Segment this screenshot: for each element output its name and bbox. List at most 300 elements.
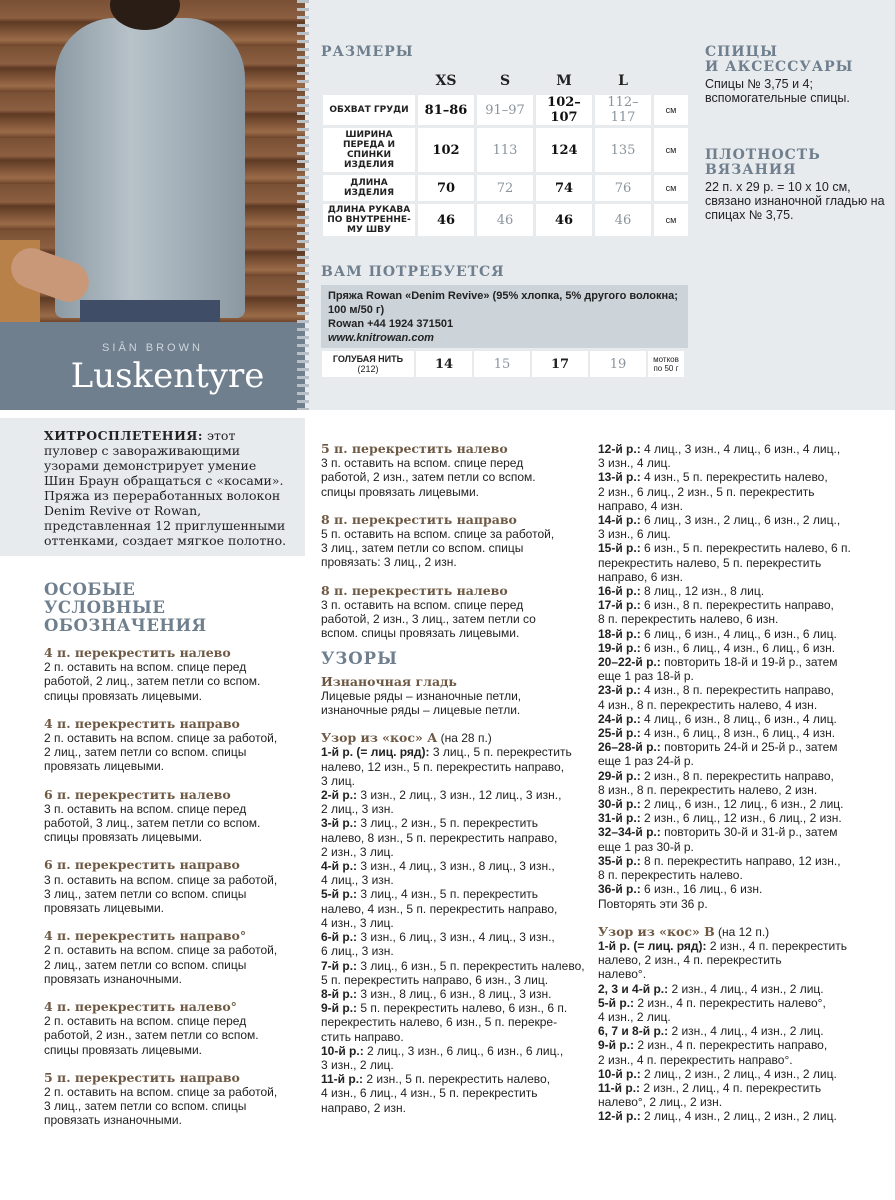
legend-heading-line: УСЛОВНЫЕ (44, 598, 166, 617)
row-number: 12-й р.: (598, 442, 641, 456)
needles-heading (705, 45, 853, 75)
row-instruction (598, 897, 888, 911)
row-label: ОБХВАТ ГРУДИ (323, 95, 415, 125)
row-instruction (598, 1038, 888, 1052)
model-photo (0, 0, 305, 322)
table-cell: 15 (474, 351, 530, 377)
row-text: 3 лиц., 6 изн., 5 п. перекрестить налево, (357, 958, 585, 973)
unit-cell: см (654, 128, 688, 172)
row-instruction (598, 982, 888, 996)
gauge-heading-line: ВЯЗАНИЯ (705, 162, 797, 178)
row-instruction (321, 1044, 591, 1058)
text-line: 3 п. оставить на вспом. спице перед (321, 456, 524, 471)
legend-column (44, 646, 306, 1142)
row-number: 5-й р.: (321, 887, 358, 902)
row-text: налево, 2 изн., 4 п. перекрестить (598, 953, 782, 968)
intro-box (0, 418, 305, 556)
text-line: 3 лиц., затем петли со вспом. спицы (321, 541, 524, 556)
table-cell: 81–86 (418, 95, 474, 125)
cable-a-heading (321, 731, 591, 745)
row-instruction (598, 825, 888, 839)
text-line: работой, 2 лиц., затем петли со вспом. (44, 674, 261, 689)
row-number: 5-й р.: (598, 995, 635, 1010)
row-instruction (598, 1010, 888, 1024)
size-m: M (556, 73, 572, 89)
table-cell: 74 (536, 175, 592, 201)
row-text: 2 изн., 4 лиц., 4 изн., 2 лиц. (668, 981, 824, 996)
row-text: 8 изн., 8 п. перекрестить налево, 2 изн. (598, 782, 818, 797)
yarn-line: 100 м/50 г) (328, 304, 385, 316)
row-instruction (598, 556, 888, 570)
row-instruction (598, 485, 888, 499)
row-instruction (321, 816, 591, 830)
color-code: (212) (357, 364, 379, 374)
instruction-block (44, 646, 306, 703)
row-instruction (598, 584, 888, 598)
row-instruction (598, 939, 888, 953)
row-number: 29-й р.: (598, 768, 641, 783)
color-table (320, 349, 686, 379)
row-instruction (321, 930, 591, 944)
yarn-website-link[interactable]: www.knitrowan.com (328, 332, 434, 344)
sizes-table (320, 67, 691, 239)
row-text: 3 изн., 2 лиц., 3 изн., 12 лиц., 3 изн., (357, 788, 562, 803)
row-text: 3 лиц., 2 изн., 5 п. перекрестить (357, 816, 539, 831)
unit-line: по 50 г (653, 364, 679, 373)
instruction-block (321, 584, 591, 641)
row-instruction (321, 973, 591, 987)
row-instruction (321, 831, 591, 845)
row-text: 6 изн., 8 п. перекрестить направо, (640, 598, 834, 613)
row-number: 10-й р.: (598, 1066, 641, 1081)
row-instruction (598, 470, 888, 484)
row-instruction (321, 1058, 591, 1072)
row-text: налево°. (598, 967, 647, 982)
row-number: 32–34-й р.: (598, 825, 661, 840)
row-instruction (321, 1101, 591, 1115)
text-line: 3 п. оставить на вспом. спице за работой, (44, 872, 278, 887)
row-text: 3 лиц., 5 п. перекрестить (429, 745, 572, 760)
row-text: 4 лиц., 6 изн., 8 лиц., 6 изн., 4 лиц. (640, 711, 837, 726)
text-line: изнаночные ряды – лицевые петли. (321, 703, 521, 718)
row-instruction (598, 797, 888, 811)
row-instruction (598, 698, 888, 712)
row-instruction (321, 887, 591, 901)
row-label: ДЛИНА РУКАВА ПО ВНУТРЕННЕ-МУ ШВУ (323, 204, 415, 236)
row-text: стить направо. (321, 1029, 404, 1044)
row-text: 2 изн., 2 лиц., 4 п. перекрестить (640, 1080, 822, 1095)
row-instruction (598, 868, 888, 882)
needles-heading-line: СПИЦЫ (705, 44, 778, 60)
row-instruction (598, 854, 888, 868)
row-instruction (321, 745, 591, 759)
table-row (322, 351, 684, 377)
instruction-title: 4 п. перекрестить направо° (44, 928, 247, 944)
row-instruction (598, 456, 888, 470)
row-instruction (321, 1030, 591, 1044)
row-instruction (321, 760, 591, 774)
table-cell: 72 (477, 175, 533, 201)
row-instruction (598, 641, 888, 655)
row-text: 2 изн., 4 п. перекрестить налево°, (634, 995, 826, 1010)
row-label: ДЛИНА ИЗДЕЛИЯ (323, 175, 415, 201)
row-instruction (321, 902, 591, 916)
row-number: 20–22-й р.: (598, 655, 661, 670)
row-instruction (598, 712, 888, 726)
row-text: 3 изн., 4 лиц. (598, 456, 671, 471)
table-cell: 112–117 (595, 95, 651, 125)
legend-heading (44, 581, 207, 635)
row-text: 3 лиц., 4 изн., 5 п. перекрестить (357, 887, 539, 902)
row-number: 4-й р.: (321, 859, 358, 874)
row-number: 1-й р. (= лиц. ряд): (321, 745, 430, 760)
row-text: 6 изн., 6 лиц., 4 изн., 6 лиц., 6 изн. (640, 640, 836, 655)
row-instruction (598, 996, 888, 1010)
size-s: S (499, 73, 511, 89)
table-cell: 46 (595, 204, 651, 236)
row-number: 9-й р.: (321, 1001, 358, 1016)
instruction-title: 8 п. перекрестить направо (321, 511, 517, 527)
row-instruction (598, 1024, 888, 1038)
row-text: 2 изн., 6 лиц., 12 изн., 6 лиц., 2 изн. (640, 811, 842, 826)
table-cell: 113 (477, 128, 533, 172)
text-line: спицы провязать лицевыми. (321, 484, 480, 499)
yarn-box (321, 285, 688, 348)
row-text: 2 изн., 4 п. перекрестить направо, (634, 1038, 828, 1053)
legend-heading-line: ОБОЗНАЧЕНИЯ (44, 616, 207, 635)
row-instruction (321, 859, 591, 873)
table-row (323, 95, 688, 125)
table-cell: 76 (595, 175, 651, 201)
row-text: перекрестить налево, 5 п. перекрестить (598, 555, 822, 570)
row-number: 35-й р.: (598, 853, 641, 868)
intro-text: этот пуловер с завораживающими узорами демонстрирует умение Шин Браун обращаться с «косами». Пряжа из переработанных волокон Denim Revive от Rowan, представленная 12 приглушенными оттенками, создает мягкое полотно. (44, 428, 287, 548)
instruction-block (44, 858, 306, 915)
row-instruction (598, 570, 888, 584)
pattern-title: Luskentyre (70, 356, 265, 396)
row-instruction (598, 541, 888, 555)
row-instruction (598, 840, 888, 854)
row-instruction (598, 499, 888, 513)
row-text: 2 изн., 5 п. перекрестить налево, (363, 1072, 551, 1087)
text-line: работой, 2 изн., затем петли со вспом. (44, 1028, 259, 1043)
instruction-title: 4 п. перекрестить налево° (44, 999, 237, 1015)
table-cell: 91–97 (477, 95, 533, 125)
row-text: 4 изн., 6 лиц., 4 изн., 5 п. перекрестить (321, 1086, 538, 1101)
table-cell: 46 (477, 204, 533, 236)
row-number: 2, 3 и 4-й р.: (598, 981, 669, 996)
row-instruction (321, 788, 591, 802)
text-line: 3 п. оставить на вспом. спице перед (321, 597, 524, 612)
row-text: 4 изн., 5 п. перекрестить налево, (640, 470, 828, 485)
yarn-line: Пряжа Rowan «Denim Revive» (95% хлопка, 5% другого волокна; (328, 290, 678, 302)
row-instruction (321, 1015, 591, 1029)
text-line: спицы провязать лицевыми. (44, 830, 203, 845)
intro-bold: ХИТРОСПЛЕТЕНИЯ: (44, 428, 204, 443)
text-line: 2 п. оставить на вспом. спице перед (44, 1014, 247, 1029)
text-line: 3 лиц., затем петли со вспом. спицы (44, 1099, 247, 1114)
row-number: 8-й р.: (321, 986, 358, 1001)
text-line: 3 лиц., затем петли со вспом. спицы (44, 886, 247, 901)
spiral-binding (297, 0, 309, 410)
row-instruction (321, 1072, 591, 1086)
row-text: 3 изн., 6 лиц., 3 изн., 4 лиц., 3 изн., (357, 930, 555, 945)
row-text: 8 п. перекрестить налево. (598, 868, 743, 883)
row-text: 5 п. перекрестить налево, 6 изн., 6 п. (357, 1001, 568, 1016)
instruction-block (44, 1000, 306, 1057)
row-number: 16-й р.: (598, 584, 641, 599)
row-instruction (598, 627, 888, 641)
row-number: 23-й р.: (598, 683, 641, 698)
row-text: 5 п. перекрестить направо, 6 изн., 3 лиц. (321, 972, 549, 987)
text-line: 2 п. оставить на вспом. спице за работой, (44, 943, 278, 958)
sizes-header-row (323, 70, 688, 92)
row-number: 15-й р.: (598, 541, 641, 556)
row-instruction (598, 612, 888, 626)
needles-heading-line: И АКСЕССУАРЫ (705, 59, 854, 75)
instruction-title: 6 п. перекрестить налево (44, 786, 231, 802)
row-text: 2 лиц., 3 изн., 6 лиц., 6 изн., 6 лиц., (363, 1043, 564, 1058)
row-text: 3 лиц. (321, 773, 355, 788)
row-number: 7-й р.: (321, 958, 358, 973)
text-line: вспом. спицы провязать лицевыми. (321, 626, 520, 641)
row-text: 3 изн., 2 лиц. (321, 1057, 394, 1072)
text-line: Лицевые ряды – изнаночные петли, (321, 688, 522, 703)
row-number: 19-й р.: (598, 640, 641, 655)
row-text: 8 лиц., 12 изн., 8 лиц. (640, 584, 765, 599)
row-text: повторить 18-й и 19-й р., затем (660, 655, 838, 670)
row-text: 6 лиц., 3 изн. (321, 944, 394, 959)
unit-cell (648, 351, 684, 377)
cable-b-heading (598, 925, 888, 939)
row-number: 3-й р.: (321, 816, 358, 831)
table-row (323, 204, 688, 236)
row-instruction (598, 1109, 888, 1123)
row-instruction (598, 783, 888, 797)
row-number: 1-й р. (= лиц. ряд): (598, 938, 707, 953)
instruction-block (44, 1071, 306, 1128)
row-number: 25-й р.: (598, 726, 641, 741)
text-line: 2 п. оставить на вспом. спице за работой, (44, 731, 278, 746)
materials-heading: ВАМ ПОТРЕБУЕТСЯ (321, 264, 505, 280)
row-text: 2 изн., 4 п. перекрестить направо°. (598, 1052, 793, 1067)
row-number: 10-й р.: (321, 1043, 364, 1058)
row-number: 18-й р.: (598, 626, 641, 641)
row-instruction (598, 655, 888, 669)
row-number: 11-й р.: (321, 1072, 364, 1087)
row-instruction (598, 882, 888, 896)
row-instruction (598, 513, 888, 527)
row-number: 9-й р.: (598, 1038, 635, 1053)
text-line: провязать изнаночными. (44, 971, 182, 986)
row-text: 4 изн., 8 п. перекрестить направо, (640, 683, 834, 698)
cable-a-count: (на 28 п.) (437, 731, 492, 746)
table-cell: 17 (532, 351, 588, 377)
row-text: налево°, 2 лиц., 2 изн. (598, 1095, 723, 1110)
instruction-block (44, 717, 306, 774)
row-text: повторить 30-й и 31-й р., затем (660, 825, 838, 840)
text-line: 2 лиц., затем петли со вспом. спицы (44, 745, 247, 760)
row-text: 8 п. перекрестить налево, 6 изн. (598, 612, 779, 627)
row-text: 2 изн., 6 лиц., 2 изн., 5 п. перекрестить (598, 484, 815, 499)
text-line: работой, 2 изн., 3 лиц., затем петли со (321, 612, 536, 627)
row-text: 2 изн., 8 п. перекрестить направо, (640, 768, 834, 783)
row-text: направо, 4 изн. (598, 498, 683, 513)
instruction-title: 5 п. перекрестить направо (44, 1069, 240, 1085)
row-text: направо, 6 изн. (598, 569, 683, 584)
row-number: 12-й р.: (598, 1109, 641, 1124)
unit-line: мотков (653, 355, 679, 364)
text-line: 2 лиц., затем петли со вспом. спицы (44, 957, 247, 972)
row-text: налево, 4 изн., 5 п. перекрестить направо, (321, 901, 558, 916)
row-text: 2 изн., 3 лиц. (321, 844, 394, 859)
row-text: 6 лиц., 3 изн., 2 лиц., 6 изн., 2 лиц., (640, 513, 841, 528)
row-instruction (598, 442, 888, 456)
gauge-heading-line: ПЛОТНОСТЬ (705, 147, 821, 163)
row-text: 8 п. перекрестить направо, 12 изн., (640, 853, 841, 868)
row-instruction (598, 811, 888, 825)
row-number: 2-й р.: (321, 788, 358, 803)
row-text: 3 изн., 4 лиц., 3 изн., 8 лиц., 3 изн., (357, 859, 555, 874)
instruction-title: 8 п. перекрестить налево (321, 582, 508, 598)
patterns-heading: УЗОРЫ (321, 649, 398, 669)
row-instruction (598, 1095, 888, 1109)
row-text: еще 1 раз 18-й р. (598, 669, 694, 684)
text-line: 2 п. оставить на вспом. спице перед (44, 660, 247, 675)
row-instruction (321, 774, 591, 788)
text-line: работой, 3 лиц., затем петли со вспом. (44, 816, 261, 831)
table-cell: 19 (590, 351, 646, 377)
color-label (322, 351, 414, 377)
jeans-shape (80, 300, 220, 322)
row-instruction (598, 1053, 888, 1067)
text-line: работой, 2 изн., затем петли со вспом. (321, 470, 536, 485)
row-text: 4 лиц., 3 изн., 4 лиц., 6 изн., 4 лиц., (640, 442, 841, 456)
row-number: 26–28-й р.: (598, 740, 661, 755)
stockinette-title: Изнаночная гладь (321, 673, 457, 689)
table-cell: 46 (418, 204, 474, 236)
instruction-title: 6 п. перекрестить направо (44, 857, 240, 873)
row-text: 3 изн., 8 лиц., 6 изн., 8 лиц., 3 изн. (357, 986, 552, 1001)
table-row (323, 175, 688, 201)
table-cell: 14 (416, 351, 472, 377)
instruction-title: 4 п. перекрестить направо (44, 715, 240, 731)
table-cell: 124 (536, 128, 592, 172)
row-text: Повторять эти 36 р. (598, 896, 708, 911)
instruction-title: 4 п. перекрестить налево (44, 645, 231, 660)
row-instruction (321, 802, 591, 816)
sizes-heading: РАЗМЕРЫ (321, 44, 414, 60)
row-number: 30-й р.: (598, 797, 641, 812)
row-text: 2 лиц., 6 изн., 12 лиц., 6 изн., 2 лиц. (640, 797, 844, 812)
table-cell: 46 (536, 204, 592, 236)
size-l: L (618, 73, 628, 89)
cable-a-title: Узор из «кос» А (321, 730, 438, 746)
text-line: 3 п. оставить на вспом. спице перед (44, 801, 247, 816)
row-number: 6, 7 и 8-й р.: (598, 1024, 669, 1039)
row-text: повторить 24-й и 25-й р., затем (660, 740, 838, 755)
row-text: 6 изн., 16 лиц., 6 изн. (640, 882, 763, 897)
row-instruction (598, 740, 888, 754)
row-instruction (598, 1081, 888, 1095)
row-text: направо, 2 изн. (321, 1100, 406, 1115)
row-number: 14-й р.: (598, 513, 641, 528)
instruction-title: 5 п. перекрестить налево (321, 441, 508, 456)
row-text: 2 лиц., 3 изн. (321, 802, 394, 817)
row-text: 4 изн., 2 лиц. (598, 1009, 671, 1024)
row-instruction (321, 1001, 591, 1015)
row-label: ШИРИНА ПЕРЕДА И СПИНКИ ИЗДЕЛИЯ (323, 128, 415, 172)
color-name: ГОЛУБАЯ НИТЬ (332, 354, 404, 364)
row-instruction (321, 916, 591, 930)
instruction-block (321, 513, 591, 570)
row-instruction (598, 967, 888, 981)
row-number: 11-й р.: (598, 1080, 641, 1095)
table-cell: 135 (595, 128, 651, 172)
row-text: еще 1 раз 24-й р. (598, 754, 694, 769)
row-instruction (598, 527, 888, 541)
row-text: налево, 12 изн., 5 п. перекрестить направо, (321, 759, 565, 774)
row-instruction (321, 987, 591, 1001)
cable-b-count: (на 12 п.) (714, 924, 770, 939)
row-instruction (598, 669, 888, 683)
row-text: 4 лиц., 3 изн. (321, 873, 394, 888)
row-number: 6-й р.: (321, 930, 358, 945)
row-text: 6 лиц., 6 изн., 4 лиц., 6 изн., 6 лиц. (640, 626, 837, 641)
row-instruction (321, 959, 591, 973)
row-text: 3 изн., 6 лиц. (598, 527, 671, 542)
row-instruction (598, 1067, 888, 1081)
row-text: 4 изн., 6 лиц., 8 изн., 6 лиц., 4 изн. (640, 726, 836, 741)
row-instruction (598, 726, 888, 740)
unit-cell: см (654, 95, 688, 125)
instructions-column-3 (598, 442, 888, 1124)
unit-cell: см (654, 175, 688, 201)
instruction-block (44, 788, 306, 845)
author-name: SIÂN BROWN (102, 342, 203, 354)
needles-text: Спицы № 3,75 и 4; вспомогательные спицы. (705, 77, 850, 105)
table-cell: 102 (418, 128, 474, 172)
instructions-column-2 (321, 442, 591, 1115)
row-instruction (321, 1086, 591, 1100)
row-instruction (321, 845, 591, 859)
gauge-heading (705, 148, 821, 178)
text-line: провязать: 3 лиц., 2 изн. (321, 555, 457, 570)
table-cell: 102–107 (536, 95, 592, 125)
row-text: налево, 8 изн., 5 п. перекрестить направо, (321, 830, 558, 845)
text-line: провязать лицевыми. (44, 759, 164, 774)
row-text: 2 лиц., 4 изн., 2 лиц., 2 изн., 2 лиц. (640, 1109, 837, 1124)
row-text: 2 лиц., 2 изн., 2 лиц., 4 изн., 2 лиц. (640, 1066, 837, 1081)
table-row (323, 128, 688, 172)
gauge-text: 22 п. х 29 р. = 10 х 10 см, связано изнаночной гладью на спицах № 3,75. (705, 180, 885, 222)
row-instruction (598, 769, 888, 783)
instruction-block (44, 929, 306, 986)
text-line: спицы провязать лицевыми. (44, 688, 203, 703)
row-number: 36-й р.: (598, 882, 641, 897)
text-line: провязать изнаночными. (44, 1113, 182, 1128)
row-instruction (598, 598, 888, 612)
row-text: 4 изн., 8 п. перекрестить налево, 4 изн. (598, 697, 818, 712)
row-number: 24-й р.: (598, 711, 641, 726)
row-text: 4 изн., 3 лиц. (321, 915, 394, 930)
row-instruction (598, 754, 888, 768)
unit-cell: см (654, 204, 688, 236)
row-text: 2 изн., 4 лиц., 4 изн., 2 лиц. (668, 1024, 824, 1039)
cable-b-title: Узор из «кос» В (598, 923, 715, 939)
row-text: 2 изн., 4 п. перекрестить (706, 938, 847, 953)
row-instruction (321, 944, 591, 958)
